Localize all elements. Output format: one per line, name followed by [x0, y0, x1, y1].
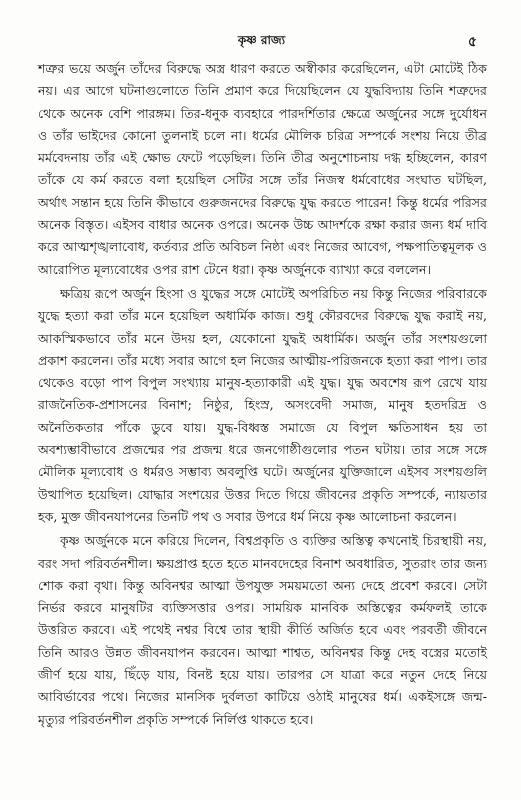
paragraph-2: ক্ষত্রিয় রূপে অর্জুন হিংসা ও যুদ্ধের সঙ্গে মোটেই অপরিচিত নয় কিন্তু নিজের পরিবারকে যুদ্ধে হত্যা করা তাঁর মনে হয়েছিল অধার্মিক কাজ। শুধু কৌরবদের বিরুদ্ধে যুদ্ধ করাই নয়, আকস্মিকভাবে তাঁর মনে উদয় হল, যেকোনো যুদ্ধই অধার্মিক। অর্জুন তাঁর সংশয়গুলো প্রকাশ করলেন। তাঁর মধ্যে সবার আগে হল নিজের আত্মীয়-পরিজনকে হত্যা করা পাপ। তার থেকেও বড়ো পাপ বিপুল সংখ্যায় মানুষ-হত্যাকারী এই যুদ্ধ। যুদ্ধ অবশেষ রূপ রেখে যায় রাজনৈতিক-প্রশাসনের বিনাশ; নিষ্ঠুর, হিংস্র, অসংবেদী সমাজ, মানুষ হতদরিদ্র ও অনৈতিকতার পাঁকে ডুবে যায়। যুদ্ধ-বিধ্বস্ত সমাজে যে বিপুল ক্ষতিসাধন হয় তা অবশ্যম্ভাবীভাবে প্রজন্মের পর প্রজন্ম ধরে জনগোষ্ঠীগুলোর পতন ঘটায়। তার সঙ্গে সঙ্গে মৌলিক মূল্যবোধ ও ধর্মরও সম্ভাব্য অবলুপ্তি ঘটে। অর্জুনের যুক্তিজালে এইসব সংশয়গুলি উত্থাপিত হয়েছিল। যোদ্ধার সংশয়ের উত্তর দিতে গিয়ে জীবনের প্রকৃতি সম্পর্কে, ন্যায়তার হক, মুক্ত জীবনযাপনের তিনটি পথ ও সবার উপরে ধর্ম নিয়ে কৃষ্ণ আলোচনা করলেন। [38, 285, 488, 524]
running-title: কৃষ্ণ রাজ্য [237, 33, 286, 47]
page-header [38, 32, 485, 52]
paragraph-1: শত্রুর ভয়ে অর্জুন তাঁদের বিরুদ্ধে অস্ত্র ধারণ করতে অস্বীকার করেছিলেন, এটা মোটেই ঠিক নয়। এর আগে ঘটনাগুলোতে তিনি প্রমাণ করে দিয়েছিলেন যে যুদ্ধবিদ্যায় তিনি শত্রুদের থেকে অনেক বেশি পারঙ্গম। তির-ধনুক ব্যবহারে পারদর্শিতার ক্ষেত্রে অর্জুনের সঙ্গে দুর্যোধন ও তাঁর ভাইদের কোনো তুলনাই চলে না। ধর্মের মৌলিক চরিত্র সম্পর্কে সংশয় নিয়ে তীব্র মর্মবেদনায় তাঁর এই ক্ষোভ ফেটে পড়েছিল। তিনি তীব্র অনুশোচনায় দগ্ধ হচ্ছিলেন, কারণ তাঁকে যে কর্ম করতে বলা হয়েছিল সেটির সঙ্গে তাঁর নিজস্ব ধর্মবোধের সংঘাত ঘটছিল, অর্থাৎ সন্তান হয়ে তিনি কীভাবে গুরুজনদের বিরুদ্ধে যুদ্ধ করতে পারেন! কিন্তু ধর্মের পরিসর অনেক বিস্তৃত। এইসব বাধার অনেক ওপরে। অনেক উচ্চ আদর্শকে রক্ষা করার জন্য ধর্ম দাবি করে আত্মশৃঙ্খলাবোধ, কর্তব্যর প্রতি অবিচল নিষ্ঠা এবং নিজের আবেগ, পক্ষপাতিত্বমূলক ও আরোপিত মূল্যবোধের ওপর রাশ টেনে ধরা। কৃষ্ণ অর্জুনকে ব্যাখ্যা করে বললেন। [38, 61, 487, 277]
paragraph-3: কৃষ্ণ অর্জুনকে মনে করিয়ে দিলেন, বিশ্বপ্রকৃতি ও ব্যক্তির অস্তিত্ব কখনোই চিরস্থায়ী নয়, বরং সদা পরিবর্তনশীল। ক্ষয়প্রাপ্ত হতে হতে মানবদেহের বিনাশ অবধারিত, সুতরাং তার জন্য শোক করা বৃথা। কিন্তু অবিনশ্বর আত্মা উপযুক্ত সময়মতো অন্য দেহে প্রবেশ করবে। সেটা নির্ভর করবে মানুষটির ব্যক্তিসত্তার ওপর। সাময়িক মানবিক অস্তিত্বের কর্মফলই তাকে উত্তরিত করবে। এই পথেই নশ্বর বিশ্বে তার স্থায়ী কীর্তি অর্জিত হবে এবং পরবর্তী জীবনে তিনি আরও উন্নত জীবনযাপন করবেন। আত্মা শাশ্বত, অবিনশ্বর কিন্তু দেহ বস্ত্রের মতোই জীর্ণ হয়ে যায়, ছিঁড়ে যায়, বিনষ্ট হয়ে যায়। তারপর সে যাত্রা করে নতুন দেহে নিয়ে আবির্ভাবের পথে। নিজের মানসিক দুর্বলতা কাটিয়ে ওঠাই মানুষের ধর্ম। একইসঙ্গে জন্ম-মৃত্যুর পরিবর্তনশীল প্রকৃতি সম্পর্কে নির্লিপ্ত থাকতে হবে। [38, 533, 487, 727]
page-body [38, 58, 487, 731]
page-number: ৫ [467, 34, 477, 50]
